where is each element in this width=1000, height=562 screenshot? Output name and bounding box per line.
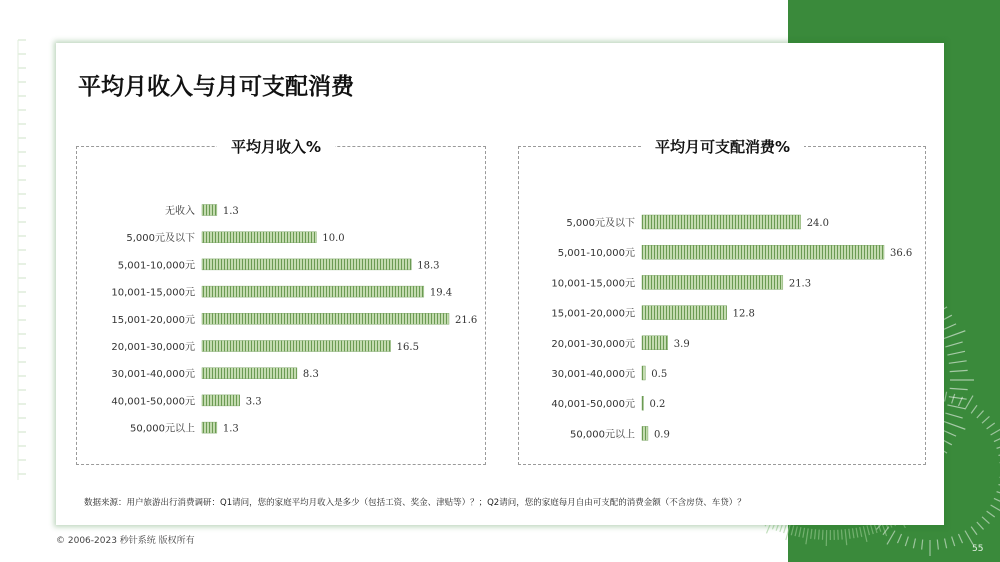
bar xyxy=(642,245,884,259)
category-label: 20,001-30,000元 xyxy=(551,338,635,350)
value-label: 0.9 xyxy=(653,429,670,441)
value-label: 1.3 xyxy=(222,423,239,435)
category-label: 50,000元以上 xyxy=(130,423,195,435)
value-label: 3.3 xyxy=(245,396,262,408)
value-label: 18.3 xyxy=(417,260,440,272)
copyright-text: © 2006-2023 秒针系统 版权所有 xyxy=(56,536,195,546)
bar xyxy=(202,205,217,216)
bar xyxy=(642,215,801,229)
category-label: 5,000元及以下 xyxy=(126,233,195,245)
bar xyxy=(202,286,424,297)
value-label: 16.5 xyxy=(396,342,419,353)
bar xyxy=(202,368,297,379)
category-label: 50,000元以上 xyxy=(570,429,635,441)
category-label: 无收入 xyxy=(165,206,195,217)
bar xyxy=(642,366,645,380)
category-label: 40,001-50,000元 xyxy=(551,399,635,411)
category-label: 5,001-10,000元 xyxy=(117,260,195,272)
value-label: 36.6 xyxy=(890,248,913,260)
page-number: 55 xyxy=(972,544,984,554)
bar xyxy=(202,232,316,243)
category-label: 10,001-15,000元 xyxy=(551,278,635,290)
bar xyxy=(642,275,783,289)
category-label: 5,000元及以下 xyxy=(566,218,635,229)
category-label: 30,001-40,000元 xyxy=(551,369,635,380)
bar xyxy=(202,341,391,352)
value-label: 0.5 xyxy=(651,369,668,380)
category-label: 15,001-20,000元 xyxy=(111,314,195,326)
bar xyxy=(202,422,217,433)
bar xyxy=(202,395,240,406)
spending-bar-chart xyxy=(519,147,925,464)
income-chart-title: 平均月收入% xyxy=(217,136,335,157)
bar xyxy=(642,396,644,410)
bar xyxy=(202,259,411,270)
value-label: 21.6 xyxy=(455,314,478,326)
bar xyxy=(642,426,648,440)
value-label: 3.9 xyxy=(673,338,690,350)
bar xyxy=(642,336,668,350)
page-title: 平均月收入与月可支配消费 xyxy=(78,74,354,100)
category-label: 20,001-30,000元 xyxy=(111,342,195,353)
category-label: 10,001-15,000元 xyxy=(111,287,195,299)
category-label: 40,001-50,000元 xyxy=(111,396,195,408)
category-label: 30,001-40,000元 xyxy=(111,369,195,381)
value-label: 19.4 xyxy=(429,287,453,299)
value-label: 21.3 xyxy=(788,278,812,290)
value-label: 12.8 xyxy=(732,308,755,320)
spending-chart-panel xyxy=(518,138,926,465)
value-label: 8.3 xyxy=(302,369,319,381)
spending-chart-title: 平均月可支配消费% xyxy=(641,136,804,157)
value-label: 10.0 xyxy=(322,233,345,245)
bar xyxy=(642,306,727,320)
income-bar-chart xyxy=(77,147,485,464)
income-chart-panel xyxy=(76,138,486,465)
data-source-note: 数据来源：用户旅游出行消费调研：Q1请问，您的家庭平均月收入是多少（包括工资、奖金、津贴等）？；Q2请问，您的家庭每月自由可支配的消费金额（不含房贷、车贷）？ xyxy=(84,498,746,508)
value-label: 1.3 xyxy=(222,206,239,217)
category-label: 5,001-10,000元 xyxy=(557,248,635,260)
bar xyxy=(202,313,449,324)
value-label: 0.2 xyxy=(649,399,666,411)
category-label: 15,001-20,000元 xyxy=(551,308,635,320)
value-label: 24.0 xyxy=(806,218,829,229)
